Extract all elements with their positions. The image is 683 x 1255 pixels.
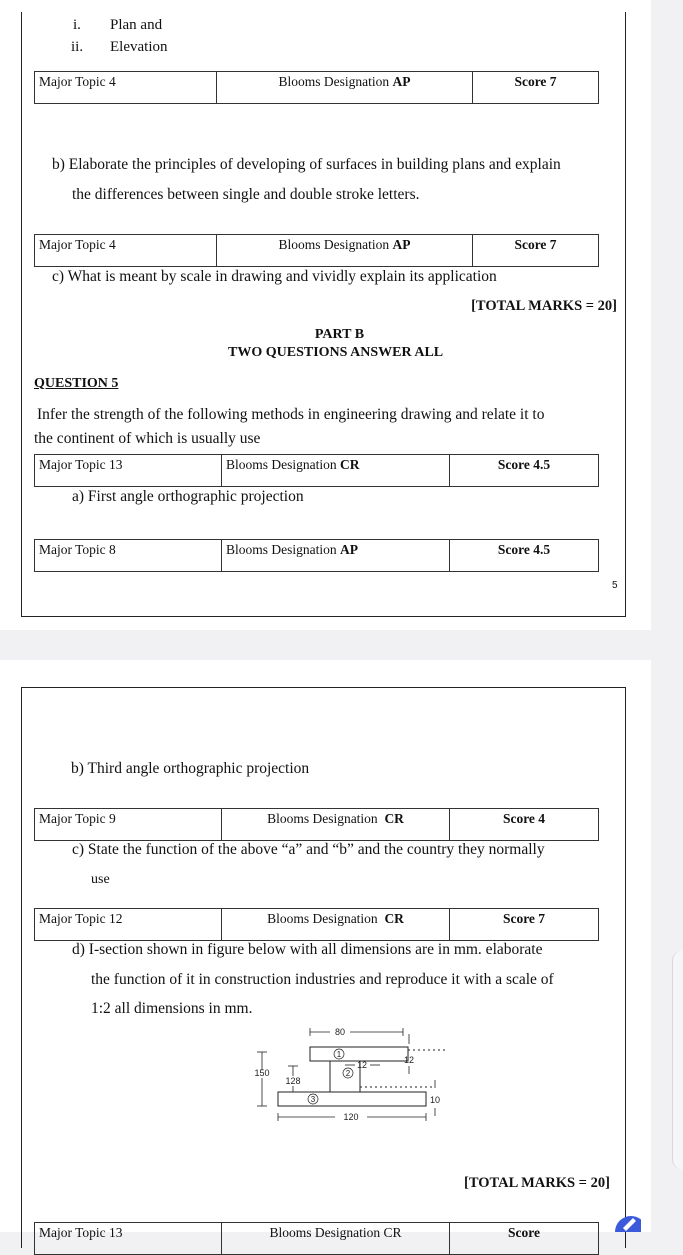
table-topic: Major Topic 13	[35, 1223, 222, 1254]
dim-top: 80	[334, 1027, 346, 1037]
question-c: c) What is meant by scale in drawing and vividly explain its application	[52, 268, 497, 285]
page-number: 5	[612, 580, 618, 591]
dim-left: 150	[254, 1068, 270, 1078]
intro-line-2: the continent of which is usually use	[34, 430, 261, 447]
marks-table	[34, 1222, 599, 1255]
part-label-3: 3	[310, 1095, 316, 1104]
table-blooms: Blooms Designation CR	[222, 1223, 450, 1254]
total-marks: [TOTAL MARKS = 20]	[464, 1175, 610, 1191]
dim-inner: 128	[285, 1076, 301, 1086]
table-score: Score 7	[514, 74, 557, 89]
document-page-1	[0, 0, 651, 630]
question-c-line-2: use	[91, 872, 110, 887]
table-blooms: Blooms Designation AP	[222, 540, 450, 571]
table-blooms: Blooms Designation AP	[217, 72, 473, 103]
question-heading: QUESTION 5	[34, 376, 119, 391]
marks-table	[34, 539, 599, 572]
document-page-2	[0, 660, 651, 1240]
list-text-2: Elevation	[110, 39, 168, 55]
list-number-1: i.	[73, 17, 81, 33]
part-label-2: 2	[345, 1069, 351, 1078]
question-b: b) Third angle orthographic projection	[71, 760, 310, 777]
question-d-line-1: d) I-section shown in figure below with all dimensions are in mm. elaborate	[72, 941, 543, 958]
i-section-figure	[245, 1010, 465, 1170]
table-blooms: Blooms Designation CR	[222, 909, 450, 940]
dim-bottom: 120	[343, 1112, 359, 1122]
marks-table	[34, 234, 599, 267]
dim-right-top: 12	[403, 1055, 415, 1065]
table-score: Score	[508, 1225, 540, 1240]
table-topic: Major Topic 9	[35, 809, 222, 840]
question-b-line-1: b) Elaborate the principles of developing of surfaces in building plans and explain	[52, 156, 561, 173]
list-number-2: ii.	[71, 39, 84, 55]
marks-table	[34, 71, 599, 104]
question-d-line-2: the function of it in construction industries and reproduce it with a scale of	[91, 971, 554, 988]
table-score: Score 4.5	[497, 457, 551, 472]
part-title: PART B	[314, 327, 365, 342]
table-topic: Major Topic 13	[35, 455, 222, 486]
question-b-line-2: the differences between single and double stroke letters.	[72, 186, 420, 203]
table-score: Score 4	[502, 811, 546, 826]
table-topic: Major Topic 4	[35, 235, 217, 266]
list-text-1: Plan and	[110, 17, 163, 33]
marks-table	[34, 908, 599, 941]
table-topic: Major Topic 8	[35, 540, 222, 571]
table-score: Score 7	[502, 911, 546, 926]
table-topic: Major Topic 12	[35, 909, 222, 940]
question-c-line-1: c) State the function of the above “a” and “b” and the country they normally	[72, 841, 545, 858]
table-score: Score 7	[514, 237, 557, 252]
table-blooms: Blooms Designation CR	[222, 455, 450, 486]
part-subtitle: TWO QUESTIONS ANSWER ALL	[228, 345, 444, 360]
marks-table	[34, 454, 599, 487]
intro-line-1: Infer the strength of the following methods in engineering drawing and relate it to	[37, 406, 545, 423]
dim-web: 12	[356, 1060, 368, 1070]
total-marks: [TOTAL MARKS = 20]	[471, 298, 617, 314]
table-blooms: Blooms Designation CR	[222, 809, 450, 840]
question-d-line-3: 1:2 all dimensions in mm.	[91, 1000, 253, 1017]
top-flange-shape	[310, 1047, 408, 1061]
table-score: Score 4.5	[497, 542, 551, 557]
bottom-flange-shape	[278, 1092, 426, 1106]
part-label-1: 1	[336, 1050, 342, 1059]
marks-table	[34, 808, 599, 841]
edit-pencil-icon[interactable]	[613, 1210, 641, 1232]
table-blooms: Blooms Designation AP	[217, 235, 473, 266]
table-topic: Major Topic 4	[35, 72, 217, 103]
scroll-edge-handle[interactable]	[672, 950, 683, 1170]
question-a: a) First angle orthographic projection	[72, 488, 304, 505]
dim-right-bottom: 10	[429, 1095, 441, 1105]
